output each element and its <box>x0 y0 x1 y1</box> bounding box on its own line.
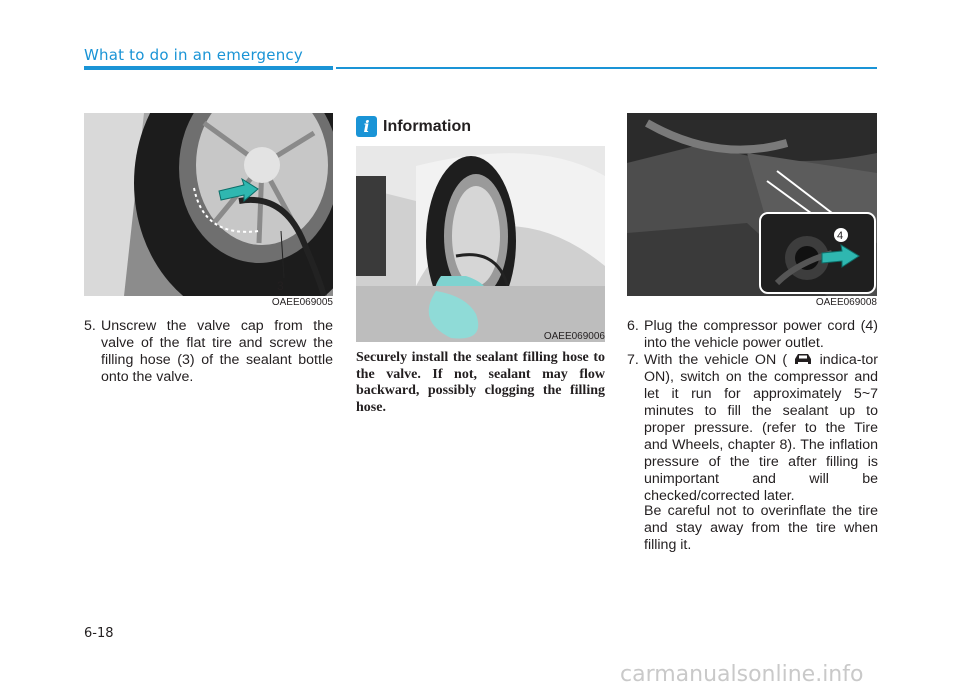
step-text: Unscrew the valve cap from the valve of the flat tire and screw the filling hose (3) of the sealant bottle onto the valve. <box>101 318 333 385</box>
step-text-part: With the vehicle ON ( <box>644 352 788 368</box>
info-title: Information <box>383 117 471 135</box>
step-text: Plug the compressor power cord (4) into the vehicle power outlet. <box>644 318 878 351</box>
step-7-caution <box>627 503 878 554</box>
figure-tire-valve <box>84 113 333 296</box>
info-note: Securely install the sealant filling hose to the valve. If not, sealant may flow backward, possibly clogging the filling hose. <box>356 350 605 415</box>
step-7 <box>627 352 878 505</box>
page-number: 6-18 <box>84 626 114 641</box>
callout-4: 4 <box>837 230 844 242</box>
figure-caption: OAEE069005 <box>271 297 333 308</box>
step-6 <box>627 318 878 352</box>
caution-text: Be careful not to overinflate the tire and stay away from the tire when filling it. <box>644 503 878 553</box>
step-5 <box>84 318 333 386</box>
figure-sealant-leak <box>356 146 605 342</box>
info-icon: i <box>356 116 377 137</box>
info-header <box>356 116 471 137</box>
car-icon <box>793 353 813 365</box>
step-text <box>644 352 878 505</box>
section-title: What to do in an emergency <box>84 46 303 64</box>
figure-power-outlet <box>627 113 877 296</box>
callout-3: 3 <box>277 279 284 293</box>
step-number: 6. <box>627 318 639 334</box>
step-number: 5. <box>84 318 96 334</box>
header-rule-thick <box>84 66 333 70</box>
figure-caption: OAEE069008 <box>815 297 877 308</box>
header-rule-thin <box>336 67 877 69</box>
watermark: carmanualsonline.info <box>620 662 864 687</box>
step-number: 7. <box>627 352 639 368</box>
step-text-part: indica-tor ON), switch on the compressor and let it run for approximately 5~7 minutes to fill the sealant up to proper pressure. (refer to the Tire and Wheels, chapter 8). The inflation pressure of the tire after filling is unimportant and will be checked/corrected later. <box>644 352 878 504</box>
figure-caption: OAEE069006 <box>543 331 605 342</box>
